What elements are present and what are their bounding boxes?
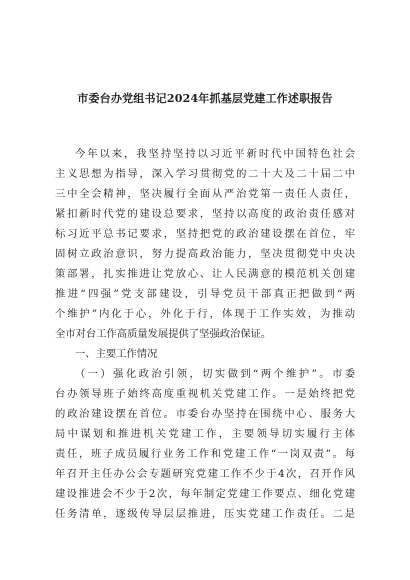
paragraph-line: 今年以来，我坚持坚持以习近平新时代中国特色社会 <box>75 148 355 160</box>
paragraph-line: 的政治建设摆在首位。市委台办坚持在围绕中心、服务大 <box>55 408 355 420</box>
paragraph-line: 任务清单，逐级传导层层推进，压实党建工作责任。二是 <box>55 508 355 520</box>
paragraph-line: 紧扣新时代党的建设总要求，坚持以高度的政治责任感对 <box>55 208 355 220</box>
paragraph-line: 固树立政治意识，努力提高政治能力，坚决贯彻党中央决 <box>55 248 355 260</box>
paragraph-line: 推进“四强”党支部建设，引导党员干部真正把做到“两 <box>55 288 355 300</box>
paragraph-line: 三中全会精神，坚决履行全面从严治党第一责任人责任， <box>55 188 355 200</box>
document-title: 市委台办党组书记2024年抓基层党建工作述职报告 <box>77 92 333 105</box>
paragraph-line: （一）强化政治引领，切实做到“两个维护”。市委 <box>75 368 355 380</box>
paragraph-line: 个维护”内化于心，外化于行，体现于工作实效，为推动 <box>55 308 355 320</box>
paragraph-line: 标习近平总书记要求，坚持把党的政治建设摆在首位，牢 <box>55 228 355 240</box>
section-heading: 一、主要工作情况 <box>75 348 158 360</box>
paragraph-line: 全市对台工作高质量发展提供了坚强政治保证。 <box>55 328 272 340</box>
paragraph-line: 责任，班子成员履行业务工作和党建工作“一岗双责”。每 <box>55 448 355 460</box>
paragraph-line: 年召开主任办公会专题研究党建工作不少于4次，召开作风 <box>55 468 355 480</box>
paragraph-line: 策部署，扎实推进让党放心、让人民满意的模范机关创建 <box>55 268 355 280</box>
paragraph-line: 局中谋划和推进机关党建工作，主要领导切实履行主体 <box>55 428 355 440</box>
paragraph-line: 主义思想为指导，深入学习贯彻党的二十大及二十届二中 <box>55 168 355 180</box>
paragraph-line: 台办领导班子始终高度重视机关党建工作。一是始终把党 <box>55 388 355 400</box>
paragraph-line: 建设推进会不少于2次，每年制定党建工作要点、细化党建 <box>55 488 355 500</box>
